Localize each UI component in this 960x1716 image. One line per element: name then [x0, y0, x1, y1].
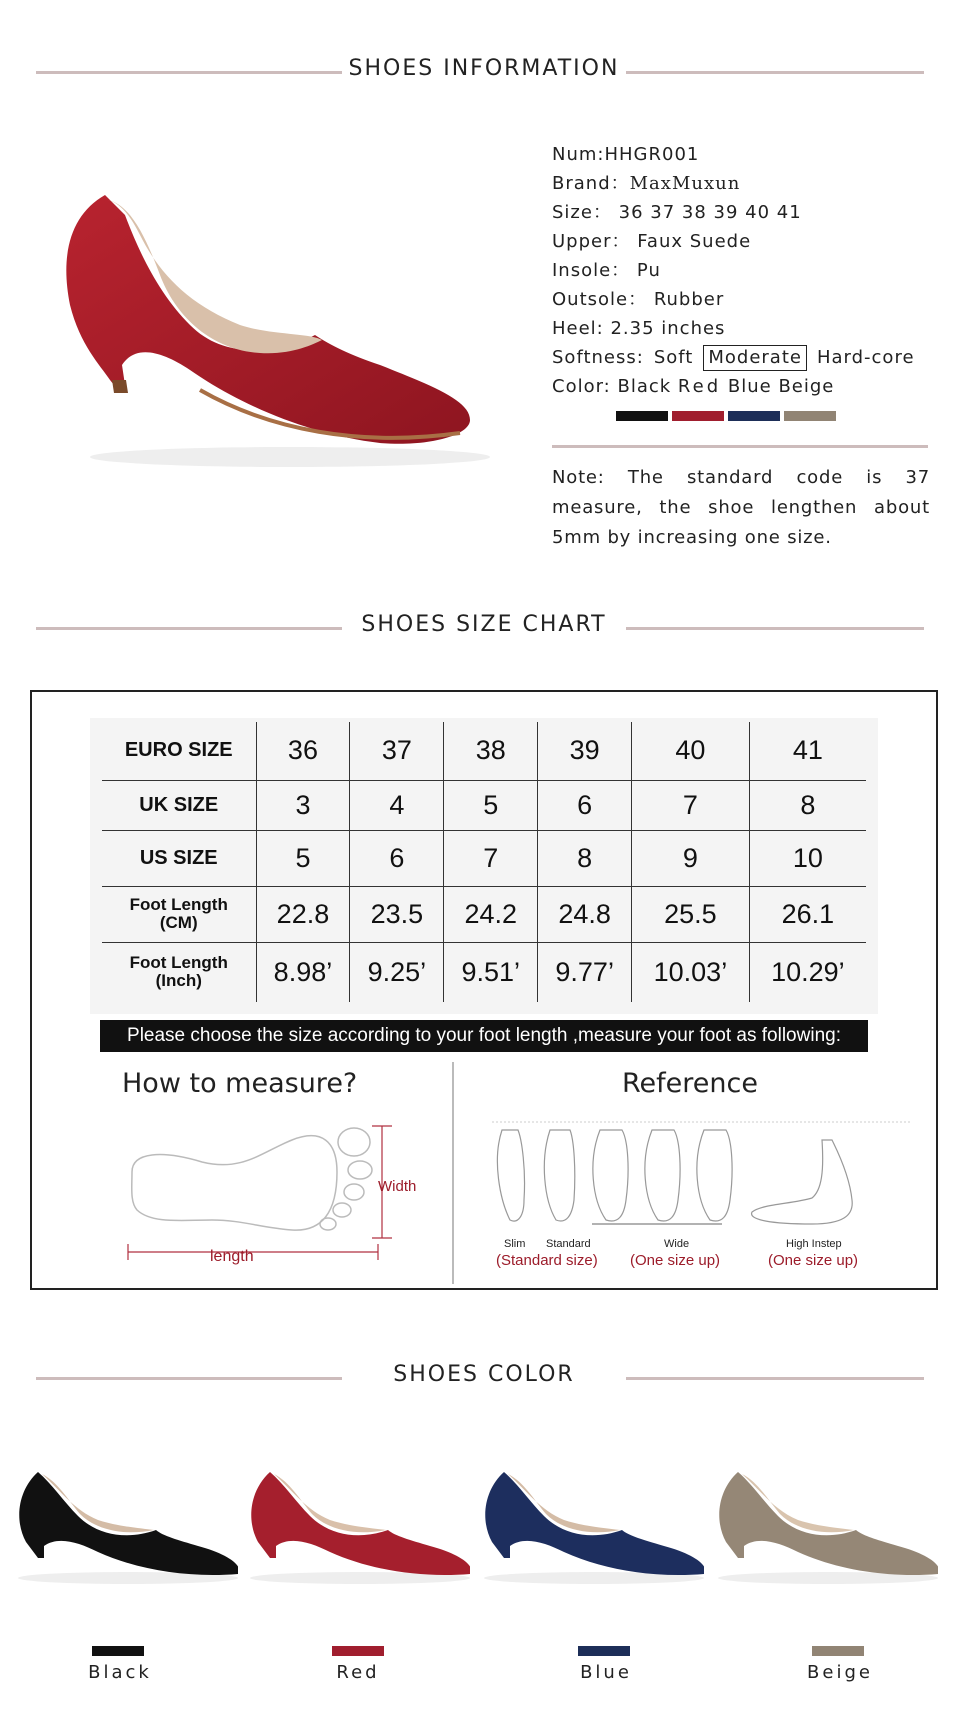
section-title: SHOES INFORMATION: [348, 56, 620, 81]
table-cell: 41: [749, 722, 866, 780]
section-title: SHOES SIZE CHART: [361, 612, 607, 637]
swatch-red: [672, 411, 724, 421]
row-header-line: Foot Length: [129, 953, 228, 973]
blue-shoe-image: [474, 1450, 704, 1590]
table-cell: 5: [256, 830, 350, 886]
table-cell: 24.2: [444, 886, 538, 942]
softness-label: Softness:: [552, 347, 644, 368]
table-cell: 6: [350, 830, 444, 886]
row-header-line: Foot Length: [129, 895, 228, 914]
header-rule-left: [36, 627, 342, 630]
measure-instruction-banner: Please choose the size according to your foot length ,measure your foot as following:: [100, 1020, 868, 1052]
table-cell: 36: [256, 722, 350, 780]
color-label-red: Red: [336, 1662, 380, 1683]
color-bar-beige: [812, 1646, 864, 1656]
section-title: SHOES COLOR: [393, 1362, 575, 1387]
ref-caption-wide: Wide: [664, 1238, 690, 1250]
table-cell: 7: [444, 830, 538, 886]
spec-softness: [552, 343, 932, 372]
spec-size: Size： 36 37 38 39 40 41: [552, 202, 802, 223]
table-row: [102, 780, 866, 830]
spec-outsole: Outsole： Rubber: [552, 289, 725, 310]
table-cell: 39: [538, 722, 632, 780]
ref-sub-one-size-up: (One size up): [630, 1252, 721, 1269]
swatch-blue: [728, 411, 780, 421]
color-bar-blue: [578, 1646, 630, 1656]
header-rule-right: [626, 71, 924, 74]
spec-upper: Upper： Faux Suede: [552, 231, 752, 252]
table-row: [102, 830, 866, 886]
table-cell: 26.1: [749, 886, 866, 942]
table-cell: 23.5: [350, 886, 444, 942]
red-shoe-image: [50, 195, 490, 495]
table-cell: 22.8: [256, 886, 350, 942]
section-header-color: [36, 1358, 924, 1398]
red-shoe-image: [240, 1450, 470, 1590]
header-rule-left: [36, 71, 342, 74]
color-bar-black: [92, 1646, 144, 1656]
foot-type-reference-diagram: [492, 1120, 912, 1230]
spec-insole: Insole： Pu: [552, 260, 661, 281]
note-divider: [552, 445, 928, 448]
how-to-measure-title: How to measure?: [122, 1068, 358, 1099]
color-option-black: Black: [617, 376, 672, 397]
softness-option-moderate: Moderate: [703, 345, 807, 371]
color-option-beige: Beige: [778, 376, 835, 397]
table-cell: 25.5: [632, 886, 750, 942]
length-label: length: [210, 1248, 254, 1265]
ref-sub-standard: (Standard size): [496, 1252, 598, 1269]
table-cell: 24.8: [538, 886, 632, 942]
swatch-beige: [784, 411, 836, 421]
section-header-info: [36, 52, 924, 92]
header-rule-right: [626, 627, 924, 630]
table-row: [102, 886, 866, 942]
table-cell: 8.98’: [256, 942, 350, 1002]
table-cell: 9.25’: [350, 942, 444, 1002]
beige-shoe-image: [708, 1450, 938, 1590]
table-cell: 4: [350, 780, 444, 830]
table-cell: 38: [444, 722, 538, 780]
row-header: US SIZE: [102, 830, 256, 886]
table-cell: 5: [444, 780, 538, 830]
softness-option-soft: Soft: [653, 347, 694, 368]
color-option-blue: Blue: [727, 376, 772, 397]
color-label-black: Black: [88, 1662, 152, 1683]
swatch-black: [616, 411, 668, 421]
table-cell: 9: [632, 830, 750, 886]
size-chart-panel: [30, 690, 938, 1290]
table-cell: 9.77’: [538, 942, 632, 1002]
size-table: [90, 718, 878, 1014]
softness-option-hard: Hard-core: [816, 347, 915, 368]
spec-list: [552, 140, 932, 401]
row-header: EURO SIZE: [102, 722, 256, 780]
size-note: Note: The standard code is 37 measure, the shoe lengthen about 5mm by increasing one size.: [552, 467, 930, 548]
ref-sub-one-size-up: (One size up): [768, 1252, 859, 1269]
ref-caption-standard: Standard: [546, 1238, 591, 1250]
table-row: [102, 722, 866, 780]
table-cell: 10.29’: [771, 956, 845, 987]
row-header-line: (CM): [159, 913, 198, 932]
table-cell: 37: [350, 722, 444, 780]
spec-brand: [552, 169, 932, 198]
spec-color: [552, 372, 932, 401]
color-label-beige: Beige: [807, 1662, 873, 1683]
table-cell: 6: [538, 780, 632, 830]
row-header: [102, 886, 256, 942]
black-shoe-image: [8, 1450, 238, 1590]
ref-caption-slim: Slim: [504, 1238, 526, 1250]
reference-title: Reference: [622, 1068, 758, 1099]
table-cell: 9.51’: [444, 942, 538, 1002]
table-cell: 40: [632, 722, 750, 780]
table-cell: 10: [749, 830, 866, 886]
table-cell: 10.03’: [632, 942, 750, 1002]
row-header: [102, 942, 256, 1002]
vertical-divider: [452, 1062, 454, 1284]
width-label: Width: [378, 1178, 417, 1195]
color-label-blue: Blue: [580, 1662, 632, 1683]
table-cell: 8: [749, 780, 866, 830]
table-cell: 8: [538, 830, 632, 886]
section-header-size-chart: [36, 608, 924, 648]
header-rule-left: [36, 1377, 342, 1380]
spec-num: Num:HHGR001: [552, 144, 700, 165]
spec-brand-label: Brand：: [552, 173, 630, 194]
color-label: Color:: [552, 376, 611, 397]
table-cell: 3: [256, 780, 350, 830]
spec-brand-value: MaxMuxun: [629, 173, 741, 194]
row-header: UK SIZE: [102, 780, 256, 830]
table-cell: 7: [632, 780, 750, 830]
table-row: [102, 942, 866, 1002]
row-header-line: (Inch): [155, 971, 202, 991]
ref-caption-high-instep: High Instep: [786, 1238, 842, 1250]
color-option-red: Red: [677, 376, 722, 397]
header-rule-right: [626, 1377, 924, 1380]
color-bar-red: [332, 1646, 384, 1656]
spec-heel: Heel: 2.35 inches: [552, 318, 726, 339]
